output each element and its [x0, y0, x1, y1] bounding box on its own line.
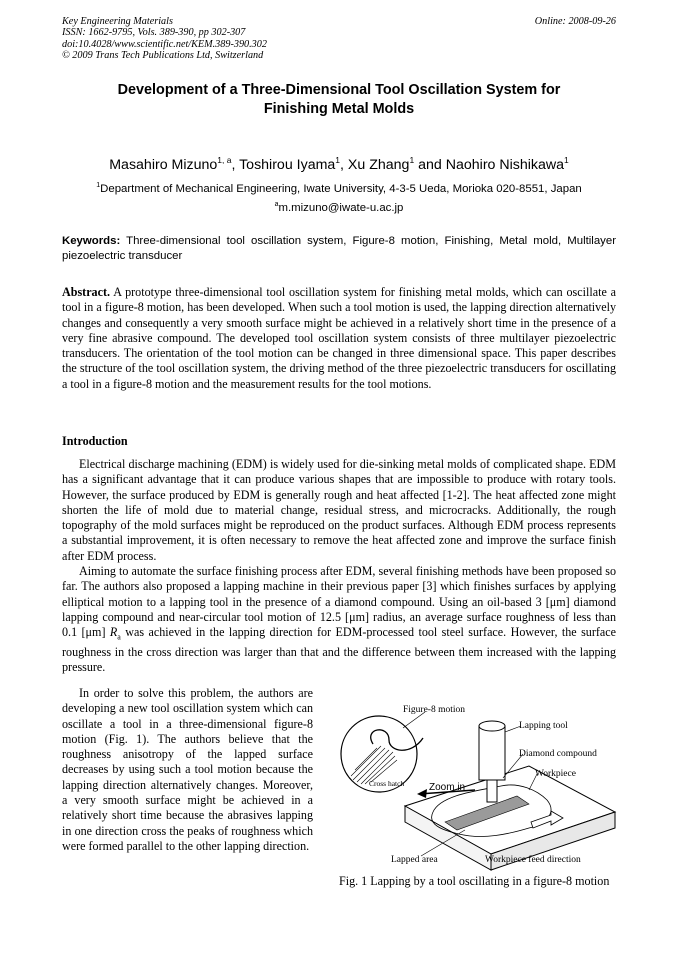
introduction-body [62, 457, 616, 676]
intro-paragraph-2-part-a: Aiming to automate the surface finishing process after EDM, several finishing methods have been proposed so far. The authors also proposed a lapping machine in their previous paper [3] which finishes surfaces by applying elliptical motion to a lapping tool in the presence of a diamond compound. Using an oil-based 3 [μm] diamond lapping compound and near-circular tool motion of 12.5 [μm] radius, an average surface roughness of less than 0.1 [μm] [62, 564, 616, 640]
label-cross-hatch: Cross hatch [369, 779, 405, 788]
keywords-label: Keywords: [62, 235, 121, 247]
ra-symbol: R [109, 625, 118, 640]
lapping-tool-tip [487, 780, 497, 802]
label-workpiece: Workpiece [535, 769, 576, 779]
author-sep: , [231, 157, 240, 173]
online-date: Online: 2008-09-26 [534, 16, 616, 27]
lapping-tool-top [479, 721, 505, 731]
paper-title [62, 81, 616, 119]
author-name: Xu Zhang [347, 157, 410, 173]
author-name: Toshirou Iyama [239, 157, 336, 173]
affiliation-mark: 1 [96, 182, 101, 189]
title-line-2: Finishing Metal Molds [263, 101, 415, 117]
intro-paragraph-2-part-b: was achieved in the lapping direction for EDM-processed tool steel surface. However, the surface roughness in the cross direction was larger than that and the difference between them increased with the lapping pressure. [62, 625, 616, 675]
intro-paragraph-2 [62, 564, 616, 675]
intro-paragraph-3-column [62, 686, 313, 854]
label-feed-direction: Workpiece feed direction [485, 855, 581, 865]
zoom-arrow-head [417, 789, 427, 798]
author-list [62, 151, 616, 174]
author-affil-mark: 1 [564, 155, 569, 165]
author-affil-mark: 1, a [217, 155, 232, 165]
author-sep: and [414, 157, 446, 173]
email [62, 197, 616, 216]
author-affil-mark: 1 [409, 155, 415, 165]
journal-name: Key Engineering Materials [62, 16, 173, 27]
figure-1 [333, 694, 617, 874]
email-mark: a [274, 201, 279, 208]
author-affil-mark: 1 [335, 155, 341, 165]
label-lapped-area: Lapped area [391, 855, 438, 865]
email-address: m.mizuno@iwate-u.ac.jp [278, 202, 404, 214]
keywords-text: Three-dimensional tool oscillation system, Figure-8 motion, Finishing, Metal mold, Multilayer piezoelectric transducer [62, 235, 616, 263]
figure-1-caption: Fig. 1 Lapping by a tool oscillating in a figure-8 motion [339, 874, 610, 888]
intro-paragraph-3: In order to solve this problem, the authors are developing a new tool oscillation system which can oscillate a tool in a three-dimensional figure-8 motion (Fig. 1). The authors believe that the roughness anisotropy of the lapped surface decreases by using such a tool motion because the lapping direction alternatively changes. Moreover, a very smooth surface might be achieved in a relatively short time because the abrasives lapping in one direction cross the peaks of roughness which were formed parallel to the other lapping direction. [62, 686, 313, 853]
author-name: Masahiro Mizuno [109, 157, 218, 173]
introduction-heading: Introduction [62, 434, 128, 448]
journal-info [62, 16, 267, 62]
affiliation-text: Department of Mechanical Engineering, Iwate University, 4-3-5 Ueda, Morioka 020-8551, Japan [100, 183, 582, 195]
ra-subscript: a [117, 632, 121, 642]
intro-paragraph-1: Electrical discharge machining (EDM) is widely used for die-sinking metal molds of complicated shape. EDM has a significant advantage that it can produce various shapes that are impossible to produce with rotary tools. However, the surface produced by EDM is generally rough and heat affected [1-2]. The heat affected zone might shorten the life of mold due to material change, residual stress, and microcracks. Additionally, the rough topography of the mold surfaces might be reproduced on the product surfaces. Although EDM process represents a substantial improvement, it is often necessary to remove the heat affected zone and improve the surface finish after EDM process. [62, 457, 616, 563]
author-sep: , [340, 157, 348, 173]
abstract [62, 285, 616, 392]
label-zoom-in: Zoom in [429, 782, 466, 793]
label-diamond-compound: Diamond compound [519, 749, 597, 759]
issn-line: ISSN: 1662-9795, Vols. 389-390, pp 302-307 [62, 27, 246, 39]
affiliation [62, 177, 616, 198]
label-figure8-motion: Figure-8 motion [403, 705, 466, 715]
label-lapping-tool: Lapping tool [519, 721, 568, 731]
copyright-line: © 2009 Trans Tech Publications Ltd, Switzerland [62, 50, 264, 62]
keywords [62, 234, 616, 264]
doi-line: doi:10.4028/www.scientific.net/KEM.389-390.302 [62, 38, 267, 50]
author-name: Naohiro Nishikawa [445, 157, 565, 173]
abstract-label: Abstract. [62, 285, 111, 299]
lapping-tool-body [479, 726, 505, 780]
title-line-1: Development of a Three-Dimensional Tool Oscillation System for [117, 82, 561, 98]
abstract-text: A prototype three-dimensional tool oscillation system for finishing metal molds, which can oscillate a tool in a figure-8 motion, has been developed. When such a tool motion is used, the lapping direction alternatively changes and consequently a very smooth surface might be achieved in a relatively short time in the presence of a very fine abrasive compound. The developed tool oscillation system consists of three multilayer piezoelectric transducers. The orientation of the tool motion can be changed in three dimensional space. This paper describes the structure of the tool oscillation system, the driving method of the three piezoelectric transducers for oscillating a tool in a figure-8 motion and the measurement results for the tool motions. [62, 285, 617, 391]
